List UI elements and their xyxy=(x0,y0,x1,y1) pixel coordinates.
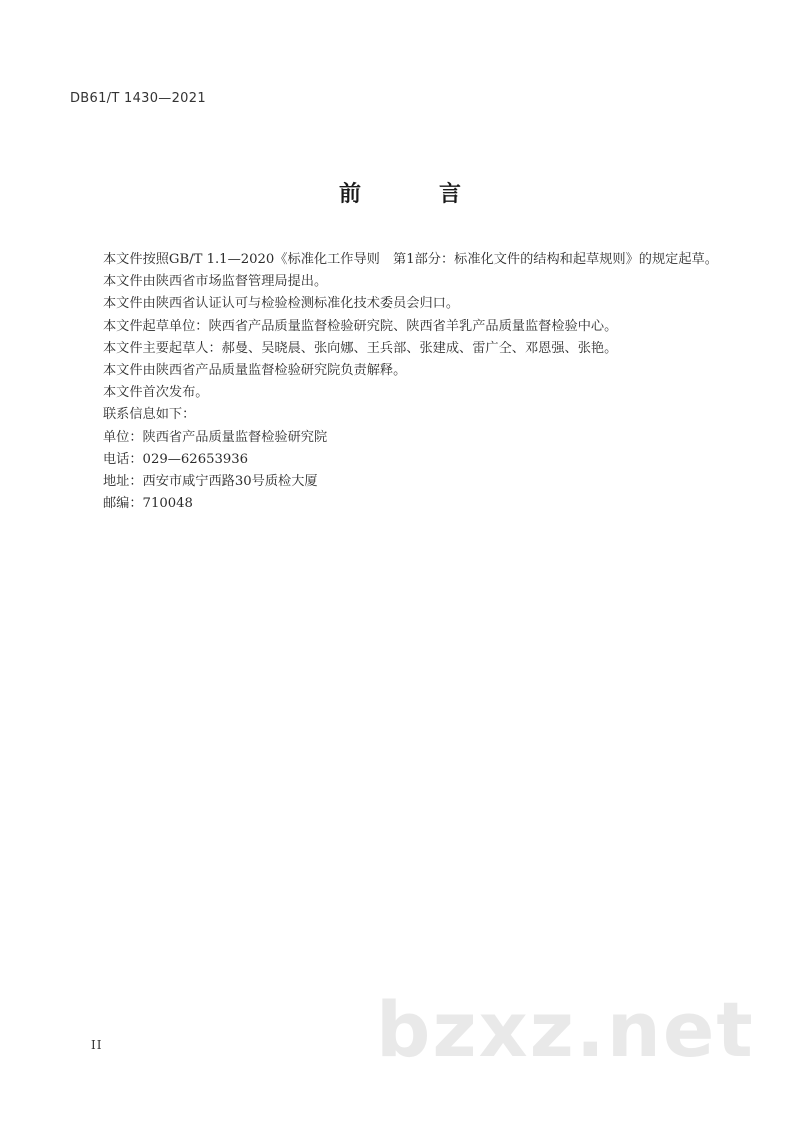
paragraph-first-release: 本文件首次发布。 xyxy=(103,385,209,401)
contact-intro: 联系信息如下： xyxy=(103,407,196,423)
contact-address: 地址：西安市咸宁西路30号质检大厦 xyxy=(103,474,318,490)
paragraph-drafting-rule: 本文件按照GB/T 1.1—2020《标准化工作导则 第1部分：标准化文件的结构和起草规则》的规定起草。 xyxy=(103,252,718,267)
header-divider xyxy=(70,111,730,112)
page-number: II xyxy=(91,1038,103,1052)
paragraph-centralized-by: 本文件由陕西省认证认可与检验检测标准化技术委员会归口。 xyxy=(103,296,460,312)
paragraph-proposer: 本文件由陕西省市场监督管理局提出。 xyxy=(103,274,328,290)
page-title: 前 言 xyxy=(338,182,489,207)
paragraph-drafting-units: 本文件起草单位：陕西省产品质量监督检验研究院、陕西省羊乳产品质量监督检验中心。 xyxy=(103,318,618,334)
contact-phone: 电话：029—62653936 xyxy=(103,451,249,467)
document-code: DB61/T 1430—2021 xyxy=(70,91,206,106)
paragraph-main-drafters: 本文件主要起草人：郝曼、吴晓晨、张向娜、王兵部、张建成、雷广仝、邓恩强、张艳。 xyxy=(103,340,618,356)
foreword-body xyxy=(90,249,722,515)
contact-postcode: 邮编：710048 xyxy=(103,496,193,512)
contact-unit: 单位：陕西省产品质量监督检验研究院 xyxy=(103,429,328,445)
site-watermark: bzxz.net xyxy=(376,985,755,1074)
paragraph-interpretation: 本文件由陕西省产品质量监督检验研究院负责解释。 xyxy=(103,363,407,379)
